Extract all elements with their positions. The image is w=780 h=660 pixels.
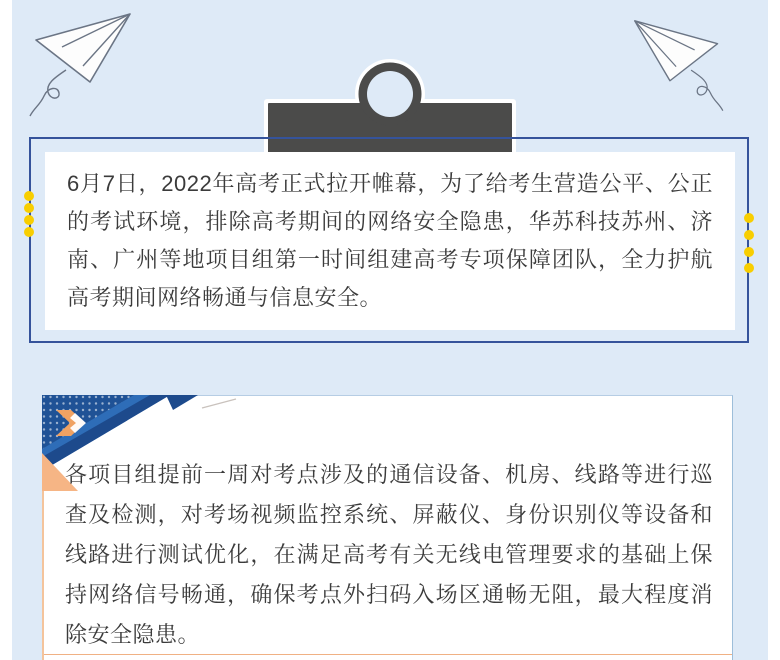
side-dot: [24, 215, 34, 225]
side-dot: [24, 227, 34, 237]
peach-divider: [44, 654, 732, 655]
side-dot: [24, 191, 34, 201]
detail-paragraph: 各项目组提前一周对考点涉及的通信设备、机房、线路等进行巡查及检测，对考场视频监控系统、屏蔽仪、身份识别仪等设备和线路进行测试优化，在满足高考有关无线电管理要求的基础上保持网络信号畅通，确保考点外扫码入场区通畅无阻，最大程度消除安全隐患。: [65, 462, 713, 647]
side-dot: [744, 230, 754, 240]
detail-card: [42, 395, 733, 660]
detail-text-block: [65, 455, 713, 655]
intro-card: [45, 152, 735, 330]
side-dot: [744, 213, 754, 223]
intro-paragraph: 6月7日，2022年高考正式拉开帷幕，为了给考生营造公平、公正的考试环境，排除高考期间的网络安全隐患，华苏科技苏州、济南、广州等地项目组第一时间组建高考专项保障团队，全力护航高考期间网络畅通与信息安全。: [67, 171, 713, 310]
side-dot: [744, 263, 754, 273]
side-dot: [744, 247, 754, 257]
paper-airplane-icon: [26, 4, 138, 122]
paper-airplane-icon: [618, 12, 736, 116]
side-dot: [24, 203, 34, 213]
